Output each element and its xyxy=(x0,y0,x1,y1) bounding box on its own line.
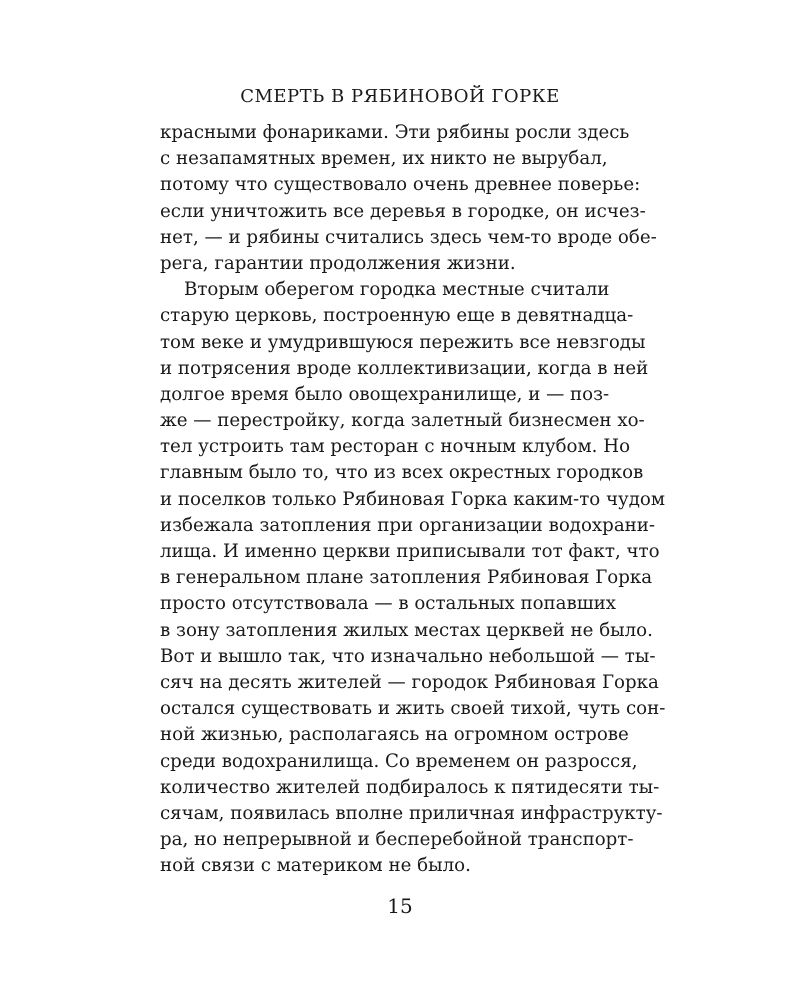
text-line: количество жителей подбиралось к пятидесяти ты- xyxy=(160,776,660,798)
text-line: избежала затопления при организации водохрани- xyxy=(160,514,656,536)
text-line-paragraph-start: Вторым оберегом городка местные считали xyxy=(184,279,610,301)
text-line: потому что существовало очень древнее поверье: xyxy=(160,174,641,196)
page-number: 15 xyxy=(387,894,413,918)
text-line: нет, — и рябины считались здесь чем-то вроде обе- xyxy=(160,226,657,248)
text-line: ной связи с материком не было. xyxy=(160,855,471,877)
text-line: сяч на десять жителей — городок Рябиновая Горка xyxy=(160,671,659,693)
text-line: старую церковь, построенную еще в девятнадца- xyxy=(160,305,634,327)
text-line: тел устроить там ресторан с ночным клубом. Но xyxy=(160,436,631,458)
text-line: ной жизнью, располагаясь на огромном острове xyxy=(160,724,629,746)
text-line: в зону затопления жилых местах церквей не было. xyxy=(160,619,653,641)
text-line: в генеральном плане затопления Рябиновая Горка xyxy=(160,567,653,589)
text-line: главным было то, что из всех окрестных городков xyxy=(160,462,644,484)
text-line: том веке и умудрившуюся пережить все невзгоды xyxy=(160,331,646,353)
text-line: сячам, появилась вполне приличная инфраструкту- xyxy=(160,802,663,824)
text-line: среди водохранилища. Со временем он разросся, xyxy=(160,750,638,772)
text-line: рега, гарантии продолжения жизни. xyxy=(160,252,516,274)
text-line: с незапамятных времен, их никто не вырубал, xyxy=(160,148,608,170)
text-line: же — перестройку, когда залетный бизнесмен хо- xyxy=(160,410,645,432)
text-line: и потрясения вроде коллективизации, когда в ней xyxy=(160,357,649,379)
text-line: Вот и вышло так, что изначально небольшой — ты- xyxy=(160,645,656,667)
text-line: долгое время было овощехранилище, и — поз- xyxy=(160,383,610,405)
text-line: ра, но непрерывной и бесперебойной транспорт- xyxy=(160,829,634,851)
text-line: если уничтожить все деревья в городке, он исчез- xyxy=(160,200,646,222)
text-line: просто отсутствовала — в остальных попавших xyxy=(160,593,617,615)
body-text xyxy=(160,120,666,879)
running-head: СМЕРТЬ В РЯБИНОВОЙ ГОРКЕ xyxy=(240,86,560,107)
text-line: и поселков только Рябиновая Горка каким-то чудом xyxy=(160,488,666,510)
text-line: красными фонариками. Эти рябины росли здесь xyxy=(160,122,630,143)
text-line: остался существовать и жить своей тихой, чуть сон- xyxy=(160,698,666,720)
text-line: лища. И именно церкви приписывали тот факт, что xyxy=(160,541,660,562)
